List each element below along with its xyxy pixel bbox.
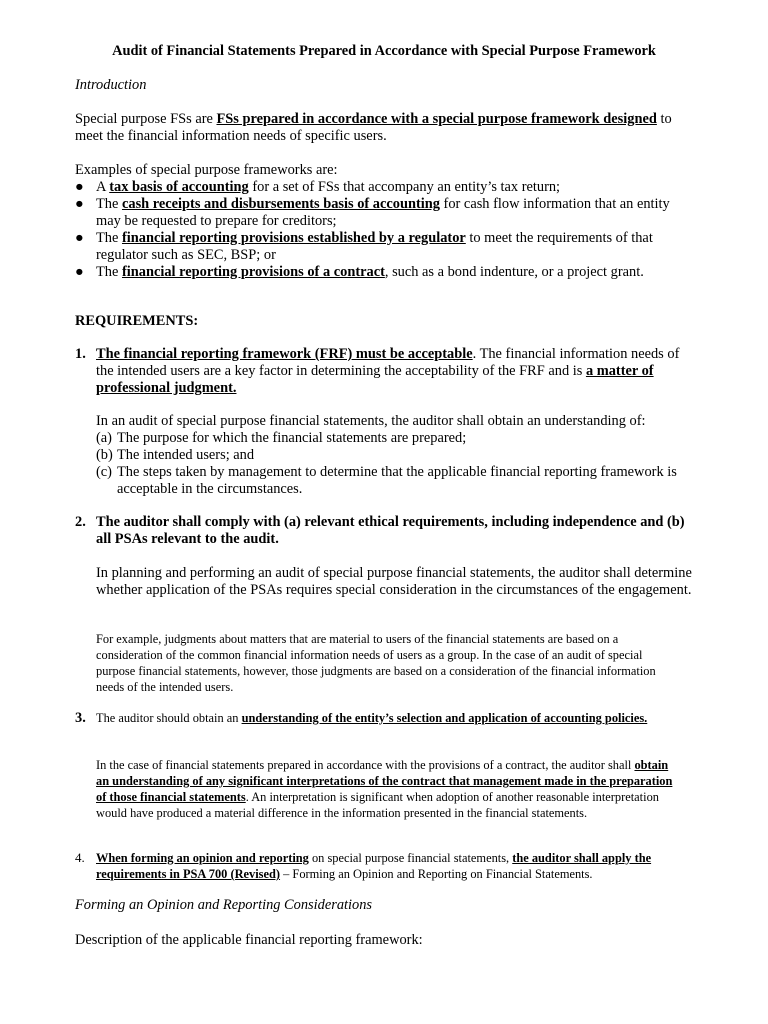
requirement-number: 4.: [75, 850, 85, 865]
requirement-number: 1.: [75, 346, 86, 362]
requirement-1-sublist: [96, 430, 694, 498]
requirement-number: 3.: [75, 710, 86, 726]
bullet-icon: ●: [75, 179, 84, 195]
requirement-2: 2. The auditor shall comply with (a) relevant ethical requirements, including independence and (b) all PSAs relevant to the audit.: [75, 514, 685, 547]
requirement-3: 3. The auditor should obtain an understanding of the entity’s selection and application of accounting policies.: [75, 710, 648, 726]
forming-heading: Forming an Opinion and Reporting Considerations: [75, 897, 373, 913]
bullet-icon: ●: [75, 196, 84, 212]
introduction-heading: Introduction: [75, 77, 147, 93]
requirement-3-paragraph: In the case of financial statements prepared in accordance with the provisions of a contract, the auditor shall obtain an understanding of any significant interpretations of the contract that management made in the preparation of those financial statements. An interpretation is significant when adoption of another reasonable interpretation would have produced a material difference in the information presented in the financial statements.: [96, 758, 673, 820]
list-item: ● A tax basis of accounting for a set of FSs that accompany an entity’s tax return;: [75, 179, 561, 195]
list-item: ● The financial reporting provisions established by a regulator to meet the requirements of that regulator such as SEC, BSP; or: [75, 230, 653, 263]
requirement-2-example: For example, judgments about matters that are material to users of the financial statements are based on a consideration of the common financial information needs of users as a group. In the case of an audit of special purpose financial statements, however, those judgments are based on a consideration of the financial information needs of the intended users.: [96, 632, 656, 694]
examples-list: [75, 179, 691, 281]
examples-lead: Examples of special purpose frameworks are:: [75, 162, 338, 178]
intro-paragraph: [75, 111, 685, 145]
requirement-number: 2.: [75, 514, 86, 530]
document-title: Audit of Financial Statements Prepared in Accordance with Special Purpose Framework: [112, 43, 656, 59]
intro-emphasis: FSs prepared in accordance with a special purpose framework designed: [216, 111, 657, 127]
list-item: ● The cash receipts and disbursements basis of accounting for cash flow information that an entity may be requested to prepare for creditors;: [75, 196, 670, 229]
list-item: (c) The steps taken by management to determine that the applicable financial reporting framework is acceptable in the circumstances.: [96, 464, 677, 497]
requirement-4: 4. When forming an opinion and reporting on special purpose financial statements, the auditor shall apply the requirements in PSA 700 (Revised) – Forming an Opinion and Reporting on Financial Statements.: [75, 850, 652, 881]
requirement-1: 1. The financial reporting framework (FRF) must be acceptable. The financial information needs of the intended users are a key factor in determining the acceptability of the FRF and is a matter of professional judgment.: [75, 346, 680, 396]
intro-text-a: Special purpose FSs are: [75, 111, 217, 127]
forming-paragraph: Description of the applicable financial reporting framework:: [75, 932, 423, 948]
bullet-icon: ●: [75, 230, 84, 246]
requirements-heading: REQUIREMENTS:: [75, 313, 199, 329]
list-item: (b) The intended users; and: [96, 447, 255, 463]
list-item: ● The financial reporting provisions of a contract, such as a bond indenture, or a project grant.: [75, 264, 644, 280]
list-item: (a) The purpose for which the financial statements are prepared;: [96, 430, 467, 446]
intro-text-c: to meet the financial information needs of specific users.: [75, 111, 672, 144]
requirement-2-paragraph: In planning and performing an audit of special purpose financial statements, the auditor shall determine whether application of the PSAs requires special consideration in the circumstances of the engagement.: [96, 565, 692, 598]
requirement-1-lead: In an audit of special purpose financial statements, the auditor shall obtain an understanding of:: [96, 413, 646, 429]
bullet-icon: ●: [75, 264, 84, 280]
